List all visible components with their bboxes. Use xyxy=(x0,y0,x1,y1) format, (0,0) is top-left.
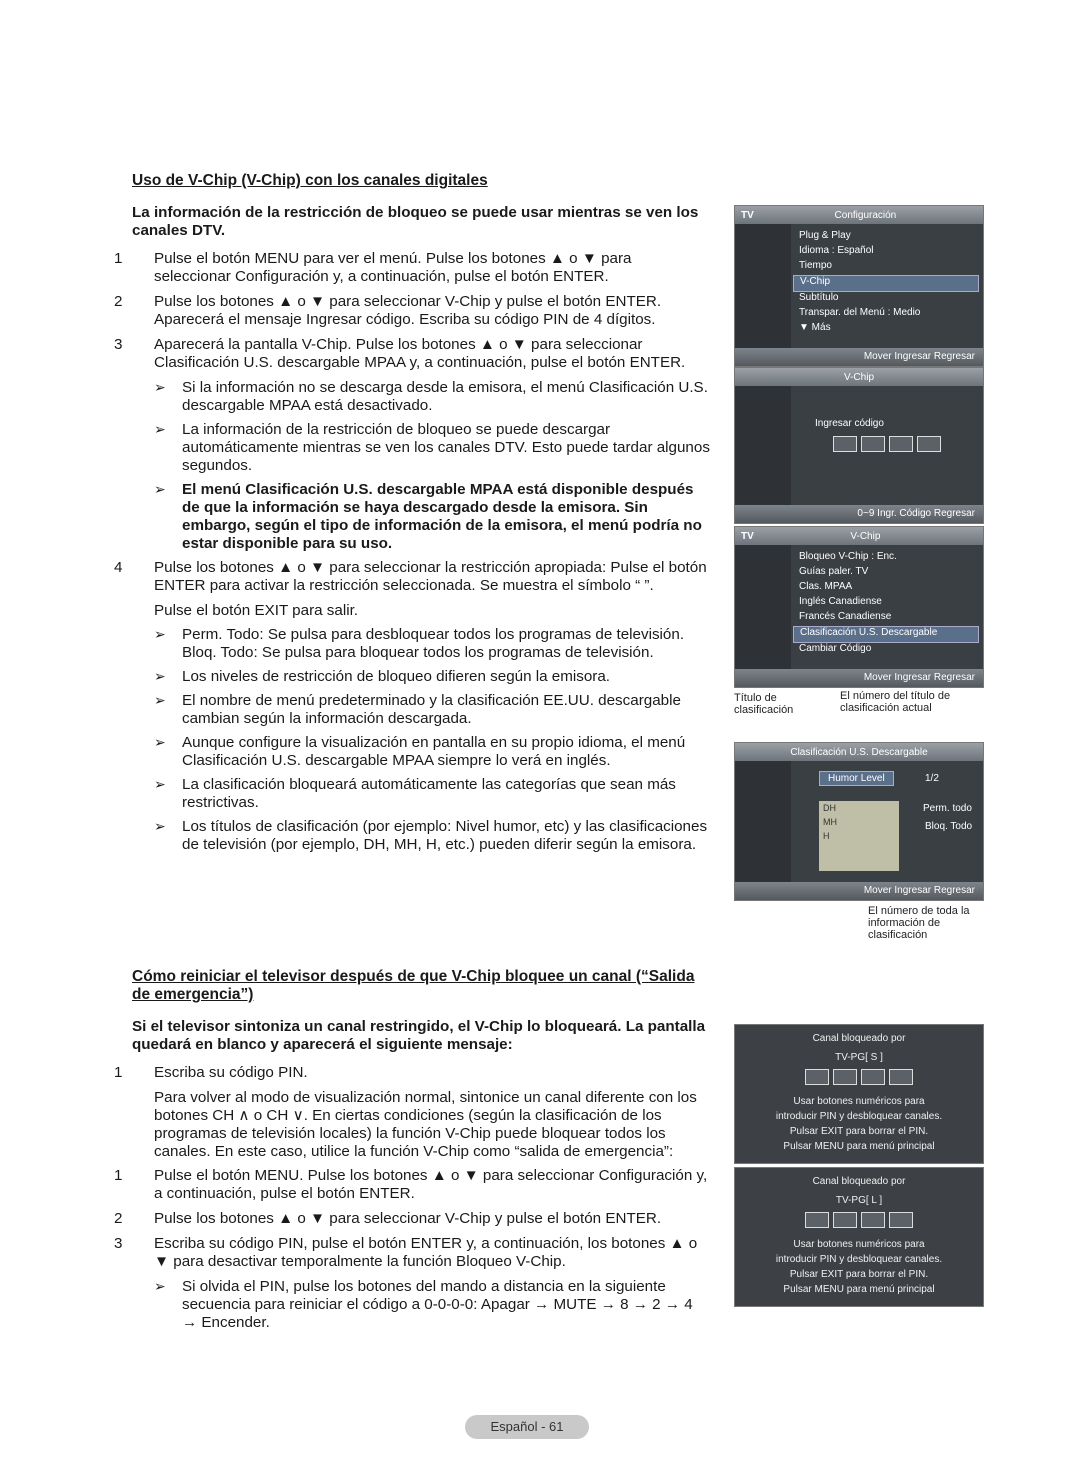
menu-item-selected: Clasificación U.S. Descargable xyxy=(793,626,979,643)
blocked-message: Canal bloqueado por TV-PG[ L ] Usar botones numéricos para introducir PIN y desbloquear canales. Pulsar EXIT para borrar el PIN. Pulsar MENU para menú principal xyxy=(734,1167,984,1307)
section-heading: Cómo reiniciar el televisor después de que V-Chip bloquee un canal (“Salida de emergencia”) xyxy=(132,968,695,1003)
rating-level: Humor Level xyxy=(819,771,894,786)
note: ➢ Los niveles de restricción de bloqueo difieren según la emisora. xyxy=(154,668,611,685)
menu-item: Inglés Canadiense xyxy=(799,596,882,607)
step-c: 3 Escriba su código PIN, pulse el botón ENTER y, a continuación, los botones ▲ o ▼ para desactivar temporalmente la función Bloqueo V-Chip. xyxy=(114,1235,698,1270)
menu-item: Clas. MPAA xyxy=(799,581,853,592)
screen-rating: Clasificación U.S. Descargable Humor Level 1/2 DH MH H Perm. todo Bloq. Todo Mover Ingresar Regresar xyxy=(734,742,984,901)
section-intro: La información de la restricción de bloqueo se puede usar mientras se ven los canales DTV. xyxy=(132,204,699,239)
blocked-message: Canal bloqueado por TV-PG[ S ] Usar botones numéricos para introducir PIN y desbloquear canales. Pulsar EXIT para borrar el PIN. Pulsar MENU para menú principal xyxy=(734,1024,984,1164)
section-intro: Si el televisor sintoniza un canal restringido, el V-Chip lo bloqueará. La pantalla quedará en blanco y aparecerá el siguiente mensaje: xyxy=(132,1018,706,1053)
menu-item: Idioma : Español xyxy=(799,245,874,256)
page-number: Español - 61 xyxy=(465,1415,589,1439)
section-vchip-digital xyxy=(114,172,712,860)
menu-item: Bloqueo V-Chip : Enc. xyxy=(799,551,897,562)
exit-line: Pulse el botón EXIT para salir. xyxy=(154,602,359,619)
menu-item: Plug & Play xyxy=(799,230,851,241)
note: ➢ El menú Clasificación U.S. descargable MPAA está disponible después de que la información se haya descargado desde la emisora. Sin embargo, según el tipo de información de la emisora, el menú podría no estar disponible para su uso. xyxy=(154,481,702,552)
note: ➢ Si olvida el PIN, pulse los botones del mando a distancia en la siguiente secuencia para reiniciar el código a 0-0-0-0: Apagar → MUTE → 8 → 2 → 4 → Encender. xyxy=(154,1278,693,1331)
menu-item: Tiempo xyxy=(799,260,832,271)
caption-total: El número de toda la información de clasificación xyxy=(868,905,970,941)
menu-item-selected: V-Chip xyxy=(793,275,979,292)
step-3: 3 Aparecerá la pantalla V-Chip. Pulse los botones ▲ o ▼ para seleccionar Clasificación U.S. descargable MPAA y, a continuación, pulse el botón ENTER. xyxy=(114,336,686,371)
section-emergency-exit xyxy=(114,968,712,1338)
menu-item: Guías paler. TV xyxy=(799,566,869,577)
caption-current: El número del título de clasificación actual xyxy=(840,690,951,714)
note: ➢ La información de la restricción de bloqueo se puede descargar automáticamente mientras se ven los canales DTV. Esto puede tardar algunos segundos. xyxy=(154,421,710,474)
caption-title: Título de clasificación xyxy=(734,692,794,716)
menu-item: Transpar. del Menú : Medio xyxy=(799,307,921,318)
step-4: 4 Pulse los botones ▲ o ▼ para seleccionar la restricción apropiada: Pulse el botón ENTER para activar la restricción seleccionada. Se muestra el símbolo “ ”. xyxy=(114,559,707,594)
screen-configuracion: TV Configuración Plug & Play Idioma : Español Tiempo V-Chip Subtítulo Transpar. del Menú : Medio ▼ Más Mover Ingresar Regresar xyxy=(734,205,984,367)
step-a: 1 Pulse el botón MENU. Pulse los botones ▲ o ▼ para seleccionar Configuración y, a continuación, pulse el botón ENTER. xyxy=(114,1167,708,1202)
menu-item: Cambiar Código xyxy=(799,643,872,654)
paragraph: Para volver al modo de visualización normal, sintonice un canal diferente con los botones CH ∧ o CH ∨. En ciertas condiciones (según la clasificación de los programas de televisión locales) la función V-Chip puede bloquear todos los canales. En este caso, utilice la función V-Chip como “salida de emergencia”: xyxy=(154,1089,697,1160)
menu-item: ▼ Más xyxy=(799,322,831,333)
screen-pin: V-Chip Ingresar código 0~9 Ingr. Código Regresar xyxy=(734,367,984,524)
pin-boxes xyxy=(831,436,943,455)
bloq-todo: Bloq. Todo xyxy=(925,821,973,832)
note: ➢ Aunque configure la visualización en pantalla en su propio idioma, el menú Clasificación U.S. descargable MPAA siempre lo verá en inglés. xyxy=(154,734,686,769)
menu-item: Francés Canadiense xyxy=(799,611,892,622)
section-heading: Uso de V-Chip (V-Chip) con los canales digitales xyxy=(132,172,488,189)
note: ➢ Los títulos de clasificación (por ejemplo: Nivel humor, etc) y las clasificaciones de televisión (por ejemplo, DH, MH, H, etc.) pueden diferir según la emisora. xyxy=(154,818,708,853)
note: ➢ El nombre de menú predeterminado y la clasificación EE.UU. descargable cambian según la información descargada. xyxy=(154,692,681,727)
menu-item: Subtítulo xyxy=(799,292,839,303)
screen-vchip: TV V-Chip Bloqueo V-Chip : Enc. Guías paler. TV Clas. MPAA Inglés Canadiense Francés Canadiense Clasificación U.S. Descargable Cambiar Código Mover Ingresar Regresar xyxy=(734,526,984,688)
perm-todo: Perm. todo xyxy=(923,803,972,814)
note: ➢ Perm. Todo: Se pulsa para desbloquear todos los programas de televisión. Bloq. Todo: Se pulsa para bloquear todos los programas de televisión. xyxy=(154,626,685,661)
note: ➢ Si la información no se descarga desde la emisora, el menú Clasificación U.S. descargable MPAA está desactivado. xyxy=(154,379,708,414)
pin-label: Ingresar código xyxy=(815,418,884,429)
rating-grid: DH MH H xyxy=(819,801,899,871)
rating-page: 1/2 xyxy=(925,773,939,784)
note: ➢ La clasificación bloqueará automáticamente las categorías que sean más restrictivas. xyxy=(154,776,676,811)
step-1: 1 Pulse el botón MENU para ver el menú. Pulse los botones ▲ o ▼ para seleccionar Configuración y, a continuación, pulse el botón ENTER. xyxy=(114,250,632,285)
step-b: 2 Pulse los botones ▲ o ▼ para seleccionar V-Chip y pulse el botón ENTER. xyxy=(114,1210,662,1227)
step-1: 1 Escriba su código PIN. xyxy=(114,1064,308,1081)
step-2: 2 Pulse los botones ▲ o ▼ para seleccionar V-Chip y pulse el botón ENTER. Aparecerá el mensaje Ingresar código. Escriba su código PIN de 4 dígitos. xyxy=(114,293,662,328)
